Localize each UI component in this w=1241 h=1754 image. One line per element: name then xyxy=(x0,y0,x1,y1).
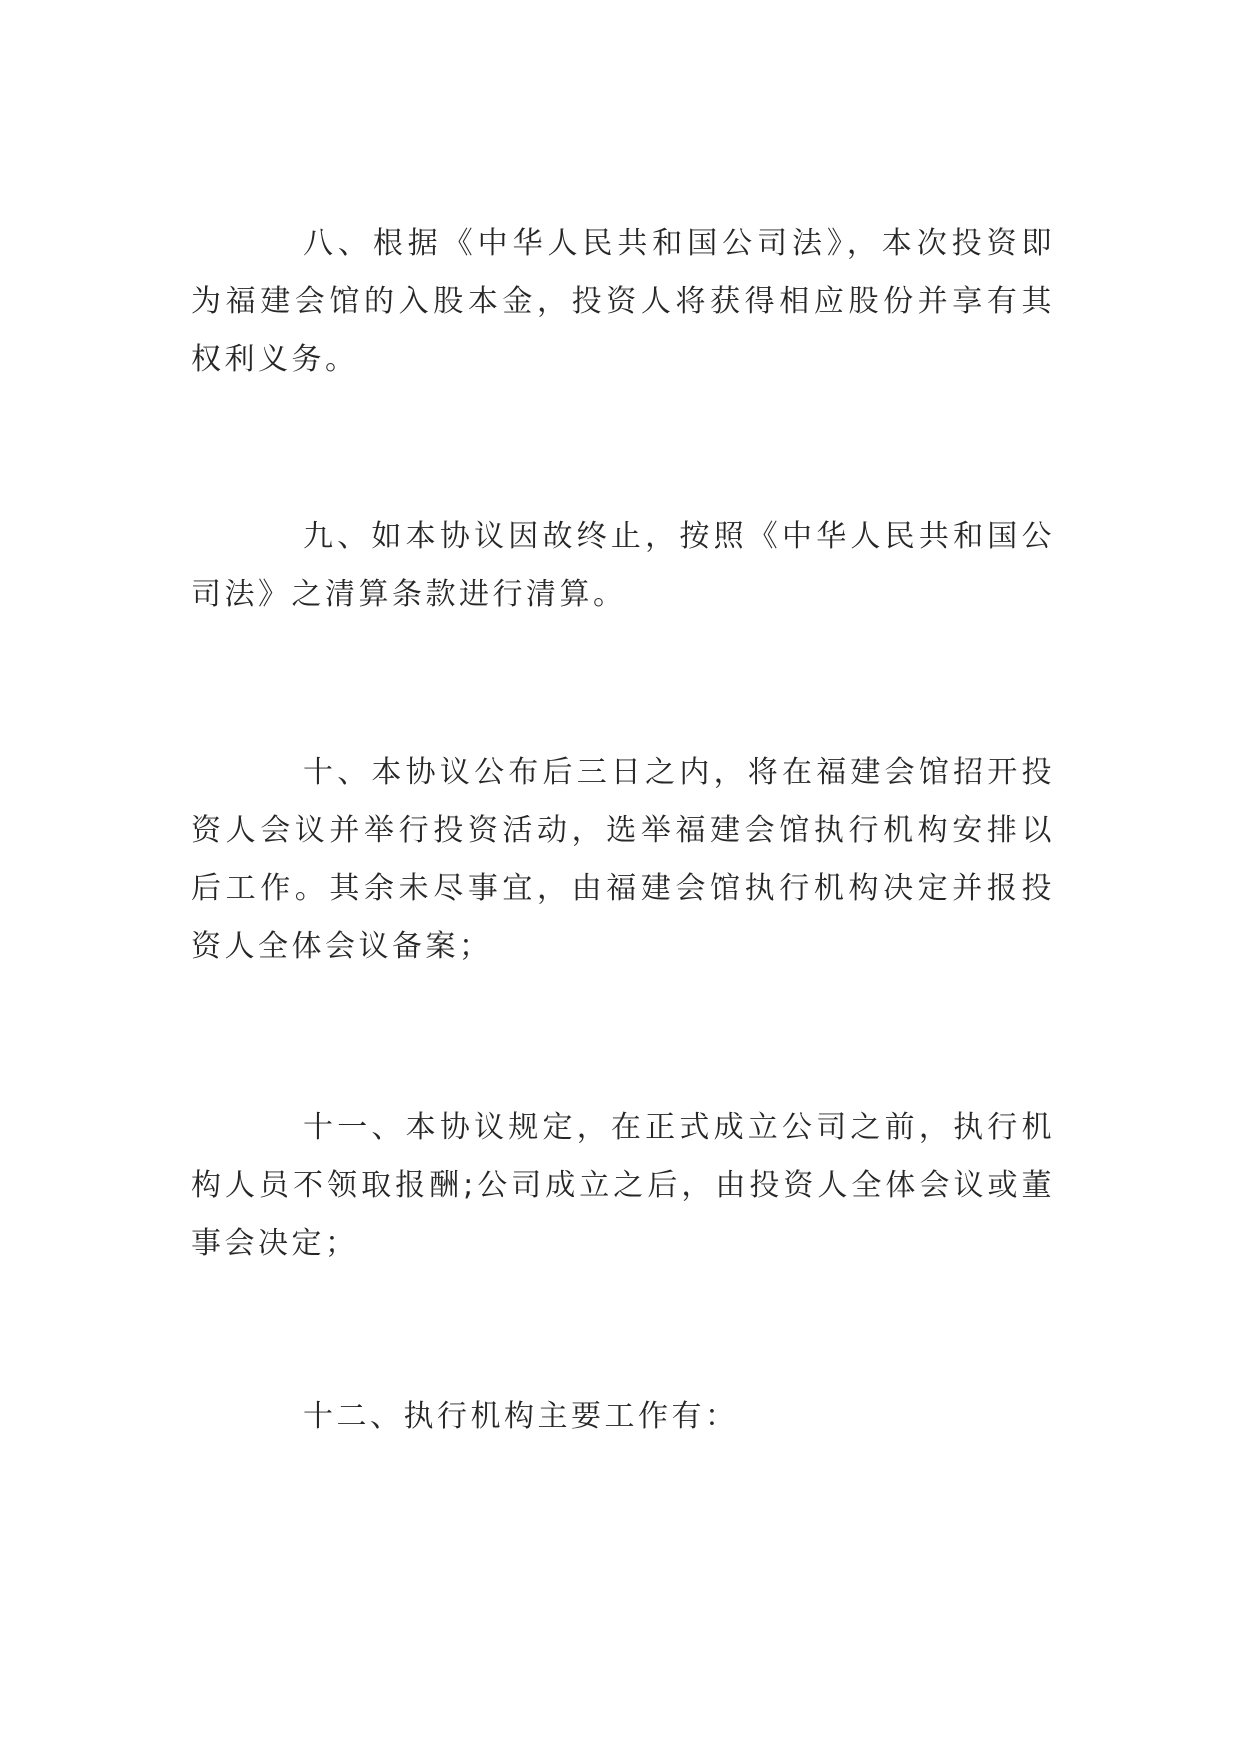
clause-11-paragraph: 十一、本协议规定，在正式成立公司之前，执行机构人员不领取报酬;公司成立之后，由投资人全体会议或董事会决定； xyxy=(191,1110,1055,1261)
clause-10-paragraph: 十、本协议公布后三日之内，将在福建会馆招开投资人会议并举行投资活动，选举福建会馆执行机构安排以后工作。其余未尽事宜，由福建会馆执行机构决定并报投资人全体会议备案； xyxy=(191,755,1055,964)
clause-12-paragraph: 十二、执行机构主要工作有： xyxy=(303,1399,739,1434)
clause-8-paragraph: 八、根据《中华人民共和国公司法》，本次投资即为福建会馆的入股本金，投资人将获得相应股份并享有其权利义务。 xyxy=(191,226,1055,377)
clause-9-paragraph: 九、如本协议因故终止，按照《中华人民共和国公司法》之清算条款进行清算。 xyxy=(191,519,1055,612)
